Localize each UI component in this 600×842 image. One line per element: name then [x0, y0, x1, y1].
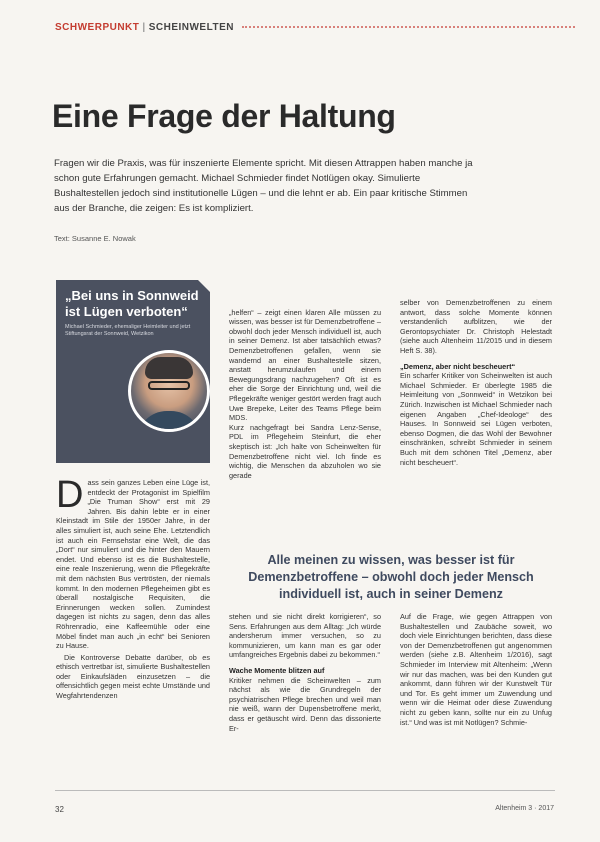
footer-rule: [55, 790, 555, 791]
body-column-3-lower: [400, 612, 552, 727]
body-column-1: [56, 474, 210, 701]
body-text-col3: selber von Demenzbetroffenen zu einem antwort, dass solche Momente können verstandenlich aufblitzen, wie der Gerontopsychiater Dr. Christoph Helestadt (siehe auch Altenheim 11/2015 und in diesem Heft S. 38).: [400, 298, 552, 355]
byline: Text: Susanne E. Nowak: [54, 234, 136, 243]
body-column-2: [229, 298, 381, 480]
section-header: [55, 18, 575, 36]
article-lead: Fragen wir die Praxis, was für inszenierte Elemente spricht. Mit diesen Attrappen haben manche ja schon gute Erfahrungen gemacht. Michael Schmieder findet Notlügen okay. Simulierte Bushaltestellen jedoch sind institutionelle Lügen – und die lehnt er ab. Ein paar kritische Stimmen aus der Branche, die zeigen: Es ist kompliziert.: [54, 158, 473, 214]
body-text-col3b: Auf die Frage, wie gegen Attrappen von Bushaltestellen und Zaubäche soweit, wo doch viele Einrichtungen berichten, dass diese von der Demenzbetroffenen gut angenommen werden (siehe z.B. Altenheim 1/2016), sagt Schmieder im Interview mit Altenheim: „Wenn wir nur das machen, was bei den Kunden gut ankommt, dann führen wir der Kunstwelt Tür und Tor. Es geht immer um Zuwendung und wenn wir die Heimat oder diese Zuwendung nicht zu geben kann, sollte nur ein zu Unfug ist.“ Und was ist mit Notlügen? Schmie-: [400, 612, 552, 727]
body-column-2-lower: [229, 612, 381, 733]
pull-quote: Alle meinen zu wissen, was besser ist für Demenzbetroffene – obwohl doch jeder Mensch individuell ist, auch in seiner Demenz: [248, 553, 534, 601]
body-text-col1b: Die Kontroverse Debatte darüber, ob es ethisch vertretbar ist, simulierte Bushaltestellen oder Einkaufsläden einzusetzen – die offensichtlich gegen meist echte Umstände und Wegfahrtendenzen: [56, 652, 210, 701]
body-text-col2b: stehen und sie nicht direkt korrigieren“, so Sens. Erfahrungen aus dem Alltag: „Ich würde andersherum immer versuchen, so zu kommunizieren, um kann man es gar oder umfangreiches Ergebnis dabei zu bekommen.“: [229, 612, 381, 660]
subhead-demenz: „Demenz, aber nicht bescheuert“: [400, 361, 516, 371]
portrait-photo-icon: [128, 350, 210, 432]
magazine-issue: Altenheim 3 · 2017: [495, 805, 554, 812]
drop-cap: D: [56, 474, 84, 516]
page-number: 32: [55, 805, 64, 814]
quote-caption: Michael Schmieder, ehemaliger Heimleiter und jetzt Stiftungsrat der Sonnweid, Wetzikon: [65, 324, 191, 337]
body-text-col2b-sub: Kritiker nehmen die Scheinwelten – zum nächst als wie die Grundregeln der psychiatrischen Pflege brechen und weil man nie weiß, wann der Dupensbetroffene merkt, dass er getäuscht wird. Denn das dissonierte Er-: [229, 675, 381, 733]
section-kicker: SCHWERPUNKT: [55, 21, 140, 33]
body-column-3: [400, 298, 552, 467]
portrait-shirt: [137, 411, 201, 432]
quote-text: „Bei uns in Sonnweid ist Lügen verboten“: [65, 288, 199, 319]
portrait-glasses: [148, 381, 190, 390]
dotted-rule: [242, 26, 575, 28]
body-text-col3-sub: Ein scharfer Kritiker von Scheinwelten ist auch Michael Schmieder. Er überlegte 1985 die Heimleitung von „Sonnweid“ in Wetzikon bei Zürich. Inzwischen ist Michael Schmieder nach eigenen Angaben „Chef-Ideologe“ des Hauses. In Sonnweid sei Lügen verboten, ebenso Dogmen, die das Wohl der Bewohner einschränken, schreibt Schmieder in seinem Buch mit dem schönen Titel „Demenz, aber nicht bescheuert“.: [400, 371, 552, 467]
body-text-col1: ass sein ganzes Leben eine Lüge ist, entdeckt der Protagonist im Spielfilm „Die Truman Show“ erst mit 29 Jahren. Bis dahin lebte er in einer Kleinstadt im Stile der 1950er Jahre, in der alles simuliert ist, auch seine Ehe. Letztendlich ist auch ein Fernsehstar eine Welt, die das „Dort“ nur simuliert und die hinter den Mauern endet. Und ebenso ist es die Bushaltestelle, eine reale Inszenierung, wenn die Pflegekräfte mit dem nächsten Bus vertrösten, der niemals kommt. In den modernen Pflegeheimen gibt es überall nostalgische Requisiten, die Erinnerungen wecken sollen. Zumindest dagegen ist nichts zu sagen, denn das alles Röhrenradio, eine Kaffeemühle oder eine Möbel findet man auch „in echt“ bei Senioren zu Hause.: [56, 478, 210, 651]
portrait-hair: [145, 357, 193, 379]
body-text-col2: „helfen“ – zeigt einen klaren Alle müssen zu wissen, was besser ist für Demenzbetroffene – obwohl doch jeder Mensch individuell ist, auch in seiner Demenz. Ist aber tatsächlich etwas? Demenzbetroffenen gefallen, wenn sie wandernd an einer Bushaltestelle sitzen, anstatt herumzulaufen und einem Bewegungsdrang nachzugehen? Oft ist es eher die Sorge der Einrichtung und, weil die Pflegekräfte weniger gestört werden fragt auch Uwe Brepeke, Leiter des Teams Pflege beim MDS. Kurz nachgefragt bei Sandra Lenz-Sense, PDL im Pflegeheim Steinfurt, die eher skeptisch ist: „Ich halte von Scheinwelten für Demenzbetroffene nicht viel. Ich finde es wichtig, die Menschen da abzuholen wo sie gerade: [229, 307, 381, 480]
subhead-wache-momente: Wache Momente blitzen auf: [229, 665, 325, 675]
section-subtitle: SCHEINWELTEN: [148, 21, 234, 33]
section-separator: |: [142, 21, 146, 33]
article-title: Eine Frage der Haltung: [52, 98, 396, 134]
